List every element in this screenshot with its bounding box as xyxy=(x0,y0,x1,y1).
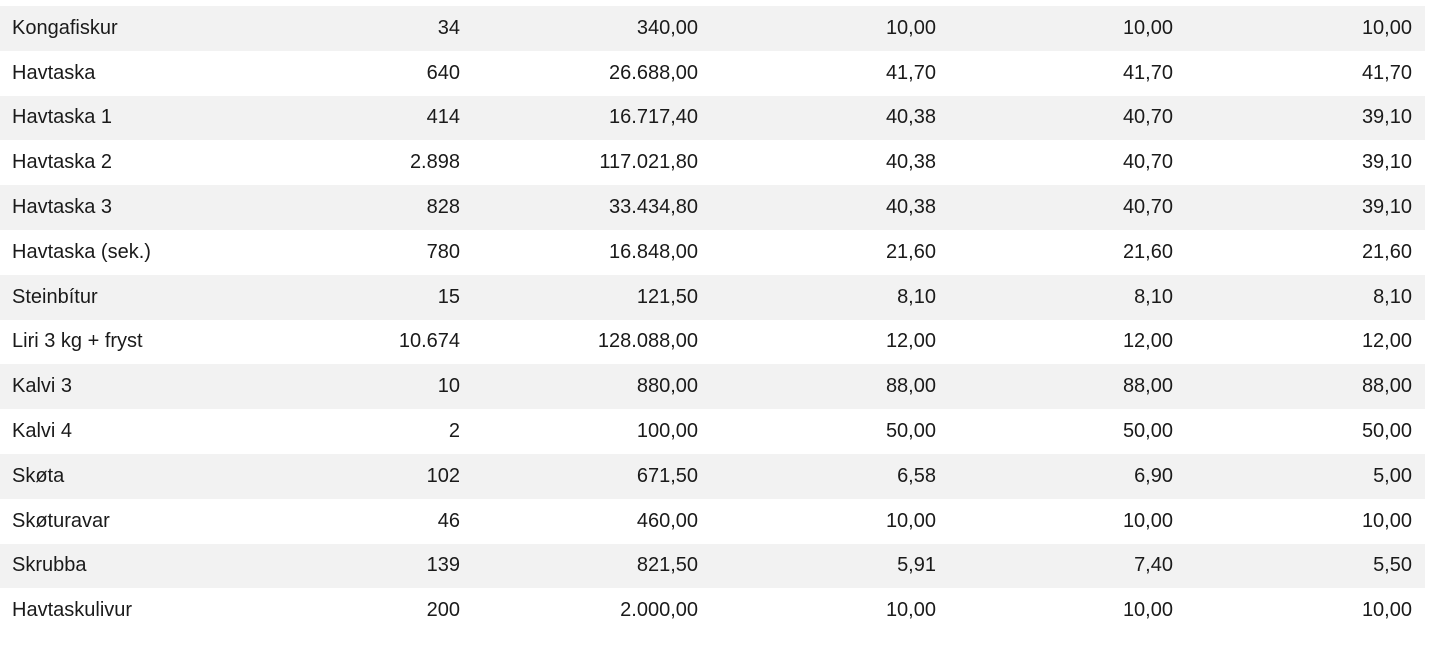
total-value-cell: 2.000,00 xyxy=(620,599,698,622)
species-name-cell: Havtaska xyxy=(12,61,96,84)
total-value-cell: 33.434,80 xyxy=(609,196,698,219)
average-price-cell: 21,60 xyxy=(885,240,936,263)
total-value-cell: 16.717,40 xyxy=(609,106,698,129)
quantity-cell: 139 xyxy=(426,554,460,577)
min-price-cell: 5,50 xyxy=(1373,554,1412,577)
table-row xyxy=(0,51,1425,96)
quantity-cell: 414 xyxy=(426,106,460,129)
average-price-cell: 40,38 xyxy=(885,106,936,129)
average-price-cell: 12,00 xyxy=(885,330,936,353)
min-price-cell: 8,10 xyxy=(1373,285,1412,308)
price-table xyxy=(0,6,1425,633)
average-price-cell: 40,38 xyxy=(885,151,936,174)
quantity-cell: 102 xyxy=(426,464,460,487)
species-name-cell: Steinbítur xyxy=(12,285,98,308)
total-value-cell: 26.688,00 xyxy=(609,61,698,84)
price-table-container xyxy=(0,6,1425,633)
table-row xyxy=(0,364,1425,409)
total-value-cell: 340,00 xyxy=(636,16,698,39)
min-price-cell: 10,00 xyxy=(1361,16,1412,39)
total-value-cell: 100,00 xyxy=(636,420,698,443)
table-row xyxy=(0,6,1425,51)
table-row xyxy=(0,140,1425,185)
species-name-cell: Havtaska (sek.) xyxy=(12,240,151,263)
quantity-cell: 15 xyxy=(437,285,460,308)
min-price-cell: 39,10 xyxy=(1361,106,1412,129)
total-value-cell: 671,50 xyxy=(636,464,698,487)
min-price-cell: 5,00 xyxy=(1373,464,1412,487)
species-name-cell: Havtaska 3 xyxy=(12,196,113,219)
average-price-cell: 10,00 xyxy=(885,599,936,622)
quantity-cell: 640 xyxy=(426,61,460,84)
max-price-cell: 7,40 xyxy=(1134,554,1173,577)
table-row xyxy=(0,499,1425,544)
average-price-cell: 88,00 xyxy=(885,375,936,398)
max-price-cell: 21,60 xyxy=(1122,240,1173,263)
total-value-cell: 460,00 xyxy=(636,509,698,532)
average-price-cell: 40,38 xyxy=(885,196,936,219)
species-name-cell: Havtaska 1 xyxy=(12,106,113,129)
average-price-cell: 6,58 xyxy=(897,464,936,487)
total-value-cell: 821,50 xyxy=(636,554,698,577)
average-price-cell: 8,10 xyxy=(897,285,936,308)
total-value-cell: 128.088,00 xyxy=(597,330,698,353)
species-name-cell: Skøta xyxy=(12,464,65,487)
min-price-cell: 21,60 xyxy=(1361,240,1412,263)
species-name-cell: Kongafiskur xyxy=(12,16,118,39)
quantity-cell: 780 xyxy=(426,240,460,263)
quantity-cell: 828 xyxy=(426,196,460,219)
table-row xyxy=(0,454,1425,499)
table-row xyxy=(0,588,1425,633)
total-value-cell: 880,00 xyxy=(636,375,698,398)
average-price-cell: 50,00 xyxy=(885,420,936,443)
max-price-cell: 41,70 xyxy=(1122,61,1173,84)
total-value-cell: 121,50 xyxy=(636,285,698,308)
species-name-cell: Skøturavar xyxy=(12,509,110,532)
max-price-cell: 10,00 xyxy=(1122,509,1173,532)
max-price-cell: 40,70 xyxy=(1122,106,1173,129)
max-price-cell: 10,00 xyxy=(1122,599,1173,622)
max-price-cell: 88,00 xyxy=(1122,375,1173,398)
table-row xyxy=(0,275,1425,320)
max-price-cell: 50,00 xyxy=(1122,420,1173,443)
species-name-cell: Liri 3 kg + fryst xyxy=(12,330,143,353)
min-price-cell: 41,70 xyxy=(1361,61,1412,84)
table-row xyxy=(0,544,1425,589)
min-price-cell: 10,00 xyxy=(1361,599,1412,622)
table-row xyxy=(0,320,1425,365)
min-price-cell: 39,10 xyxy=(1361,151,1412,174)
max-price-cell: 6,90 xyxy=(1134,464,1173,487)
min-price-cell: 12,00 xyxy=(1361,330,1412,353)
max-price-cell: 40,70 xyxy=(1122,151,1173,174)
min-price-cell: 39,10 xyxy=(1361,196,1412,219)
quantity-cell: 2 xyxy=(448,420,460,443)
min-price-cell: 50,00 xyxy=(1361,420,1412,443)
quantity-cell: 2.898 xyxy=(409,151,460,174)
species-name-cell: Kalvi 4 xyxy=(12,420,73,443)
quantity-cell: 10.674 xyxy=(398,330,460,353)
average-price-cell: 41,70 xyxy=(885,61,936,84)
species-name-cell: Havtaska 2 xyxy=(12,151,113,174)
quantity-cell: 200 xyxy=(426,599,460,622)
species-name-cell: Havtaskulivur xyxy=(12,599,133,622)
species-name-cell: Kalvi 3 xyxy=(12,375,73,398)
max-price-cell: 40,70 xyxy=(1122,196,1173,219)
average-price-cell: 10,00 xyxy=(885,509,936,532)
quantity-cell: 34 xyxy=(437,16,460,39)
max-price-cell: 12,00 xyxy=(1122,330,1173,353)
table-row xyxy=(0,185,1425,230)
total-value-cell: 117.021,80 xyxy=(599,151,698,174)
min-price-cell: 88,00 xyxy=(1361,375,1412,398)
table-row xyxy=(0,96,1425,141)
species-name-cell: Skrubba xyxy=(12,554,87,577)
quantity-cell: 46 xyxy=(437,509,460,532)
table-row xyxy=(0,230,1425,275)
total-value-cell: 16.848,00 xyxy=(609,240,698,263)
min-price-cell: 10,00 xyxy=(1361,509,1412,532)
max-price-cell: 10,00 xyxy=(1122,16,1173,39)
table-row xyxy=(0,409,1425,454)
max-price-cell: 8,10 xyxy=(1134,285,1173,308)
quantity-cell: 10 xyxy=(437,375,460,398)
average-price-cell: 10,00 xyxy=(885,16,936,39)
average-price-cell: 5,91 xyxy=(897,554,936,577)
price-table-body xyxy=(0,6,1425,633)
